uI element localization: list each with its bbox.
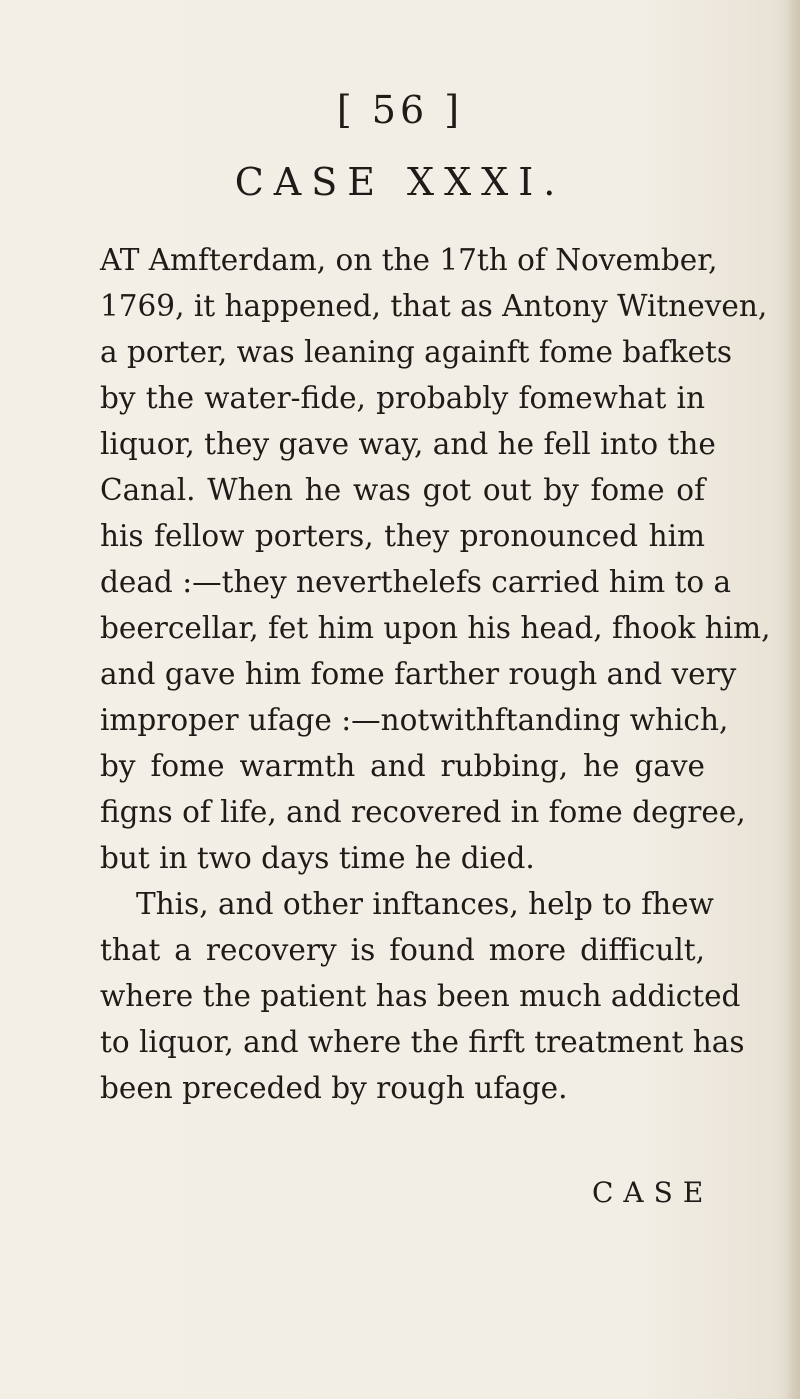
- case-heading: CASE XXXI.: [234, 160, 566, 204]
- text-line: liquor, they gave way, and he fell into the: [100, 427, 716, 461]
- text-line: where the patient has been much addicted: [100, 979, 741, 1013]
- page-edge: [786, 0, 800, 1399]
- text-line: by fome warmth and rubbing, he gave: [100, 749, 705, 783]
- text-line: dead :—they neverthelefs carried him to a: [100, 565, 732, 599]
- text-line: AT Amfterdam, on the 17th of November,: [100, 243, 718, 277]
- text-line: that a recovery is found more difficult,: [100, 933, 705, 967]
- text-line: Canal. When he was got out by fome of: [100, 473, 705, 507]
- text-line: This, and other inftances, help to fhew: [136, 887, 714, 921]
- page-number: [ 56 ]: [336, 88, 464, 132]
- text-line: 1769, it happened, that as Antony Witneven,: [100, 289, 768, 323]
- text-line: been preceded by rough ufage.: [100, 1071, 568, 1105]
- catchword: CASE: [592, 1176, 714, 1209]
- text-line: improper ufage :—notwithftanding which,: [100, 703, 729, 737]
- text-line: by the water-fide, probably fomewhat in: [100, 381, 705, 415]
- text-line: his fellow porters, they pronounced him: [100, 519, 705, 553]
- text-line: but in two days time he died.: [100, 841, 535, 875]
- text-line: to liquor, and where the firft treatment has: [100, 1025, 745, 1059]
- text-line: beercellar, fet him upon his head, fhook him,: [100, 611, 771, 645]
- text-line: a porter, was leaning againft fome bafkets: [100, 335, 733, 369]
- text-line: and gave him fome farther rough and very: [100, 657, 737, 691]
- text-line: figns of life, and recovered in fome degree,: [100, 795, 746, 829]
